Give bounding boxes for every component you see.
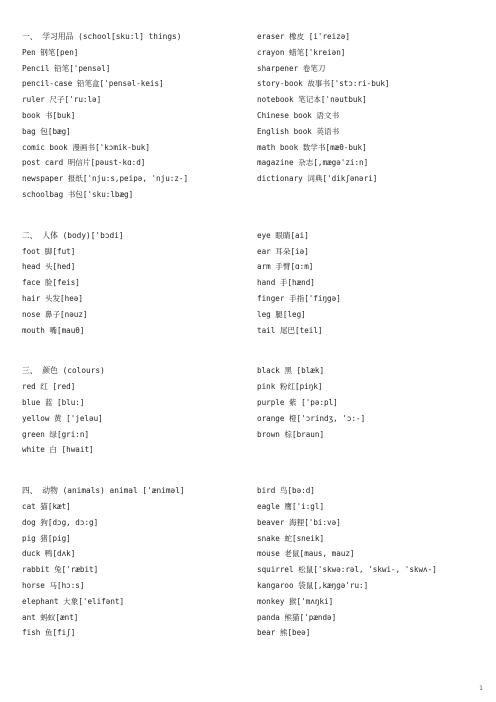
vocab-entry: finger 手指['fiŋgə] [257,293,341,303]
vocab-entry: hand 手[hænd] [257,278,315,288]
vocab-entry: monkey 猴['mʌŋki] [257,596,334,606]
vocab-entry: eagle 鹰['i:gl] [257,501,325,511]
vocab-entry: arm 手臂[ɑ:m] [257,262,314,272]
left-column [22,29,250,641]
vocab-entry: elephant 大象['elifənt] [22,596,125,606]
vocab-entry: yellow 黄 ['jeləu] [22,413,103,423]
section-colours [22,363,250,458]
right-column [257,29,487,641]
section-school-things [22,29,250,203]
vocab-entry: book 书[buk] [22,110,76,120]
vocab-entry: dictionary 词典['dikʃənəri] [257,174,378,184]
section-heading: 四、 动物 (animals) animal ['ænimәl] [22,486,185,496]
vocab-entry: pencil-case 铅笔盒['pensəl-keis] [22,79,164,89]
section-heading: 三、 颜色 (colours) [22,366,105,376]
vocab-entry: ear 耳朵[iə] [257,246,309,256]
vocab-entry: blue 蓝 [blu:] [22,397,85,407]
page-number: 1 [479,685,483,692]
vocab-entry: eraser 橡皮 [i'reizə] [257,32,350,41]
vocab-entry: notebook 笔记本['nəutbuk] [257,95,367,105]
vocab-entry: ruler 尺子['ru:lə] [22,95,102,105]
vocab-entry: red 红 [red] [22,382,76,392]
vocab-entry: bag 包[bæg] [22,126,71,136]
vocab-entry: schoolbag 书包['sku:lbæg] [22,189,134,199]
vocab-entry: white 白 [hwait] [22,445,94,455]
section-colours-cont [257,363,487,458]
vocab-entry: crayon 蜡笔['kreiən] [257,47,346,57]
section-heading: 一、 学习用品 (school[sku:l] things) [22,32,182,41]
vocab-entry: face 脸[feis] [22,278,80,288]
vocab-entry: panda 熊猫['pændə] [257,612,337,622]
vocab-entry: squirrel 松鼠['skwə:rəl, 'skwi-, 'skwʌ-] [257,565,437,575]
vocab-entry: pink 粉红[piŋk] [257,382,323,392]
vocab-entry: Pen 钢笔[pen] [22,47,79,57]
section-animals [22,483,250,641]
vocab-entry: foot 脚[fut] [22,246,76,256]
vocab-entry: orange 橙['ɔrindʒ, 'ɔ:-] [257,413,366,423]
vocab-entry: Chinese book 语文书 [257,110,340,120]
vocab-entry: green 绿[gri:n] [22,429,90,439]
vocab-entry: post card 明信片[pəust-kɑ:d] [22,158,146,168]
vocab-entry: nose 鼻子[nəuz] [22,309,88,319]
vocab-entry: magazine 杂志[,mægə'zi:n] [257,158,369,168]
vocab-entry: Pencil 铅笔['pensəl] [22,63,111,73]
vocab-entry: brown 棕[braun] [257,429,325,439]
section-animals-cont [257,483,487,641]
vocab-entry: hair 头发[heə] [22,293,83,303]
vocab-entry: English book 英语书 [257,126,340,136]
vocab-entry: comic book 漫画书['kɔmik-buk] [22,142,150,152]
vocab-entry: duck 鸭[dʌk] [22,549,76,559]
vocab-entry: mouth 嘴[mauθ] [22,325,85,335]
vocab-entry: snake 蛇[sneik] [257,533,325,543]
vocab-entry: mouse 老鼠[maus, mauz] [257,549,355,559]
vocab-entry: pig 猪[pig] [22,533,71,543]
vocab-entry: tail 尾巴[teil] [257,325,323,335]
section-body [22,228,250,339]
section-heading: 二、 人体 (body)['bɔdi] [22,230,124,240]
vocab-entry: beaver 海狸['bi:və] [257,517,341,527]
vocab-entry: black 黑 [blæk] [257,366,325,376]
vocab-entry: leg 腿[leg] [257,309,306,319]
vocab-entry: bear 熊[beə] [257,628,311,638]
section-school-things-cont [257,29,487,203]
vocab-entry: math book 数学书[mæθ-buk] [257,142,367,152]
vocab-entry: ant 蚂蚁[ænt] [22,612,79,622]
section-body-cont [257,228,487,339]
vocab-entry: horse 马[hɔ:s] [22,580,85,590]
vocab-entry: eye 眼睛[ai] [257,230,309,240]
vocab-entry: story-book 故事书['stɔ:ri-buk] [257,79,390,89]
vocab-entry: purple 紫 ['pə:pl] [257,397,338,407]
vocab-entry: cat 猫[kæt] [22,501,71,511]
vocab-entry: kangaroo 袋鼠[,kæŋgə'ru:] [257,580,369,590]
vocab-entry: sharpener 卷笔刀 [257,63,326,73]
vocab-entry: dog 狗[dɔg, dɔ:g] [22,517,99,527]
vocab-entry: bird 鸟[bə:d] [257,486,315,496]
vocab-entry: rabbit 兔['ræbit] [22,565,99,575]
vocab-entry: fish 鱼[fiʃ] [22,628,76,638]
vocab-entry: head 头[hed] [22,262,76,272]
vocab-entry: newspaper 报纸['nju:s,peipə, 'nju:z-] [22,174,189,184]
